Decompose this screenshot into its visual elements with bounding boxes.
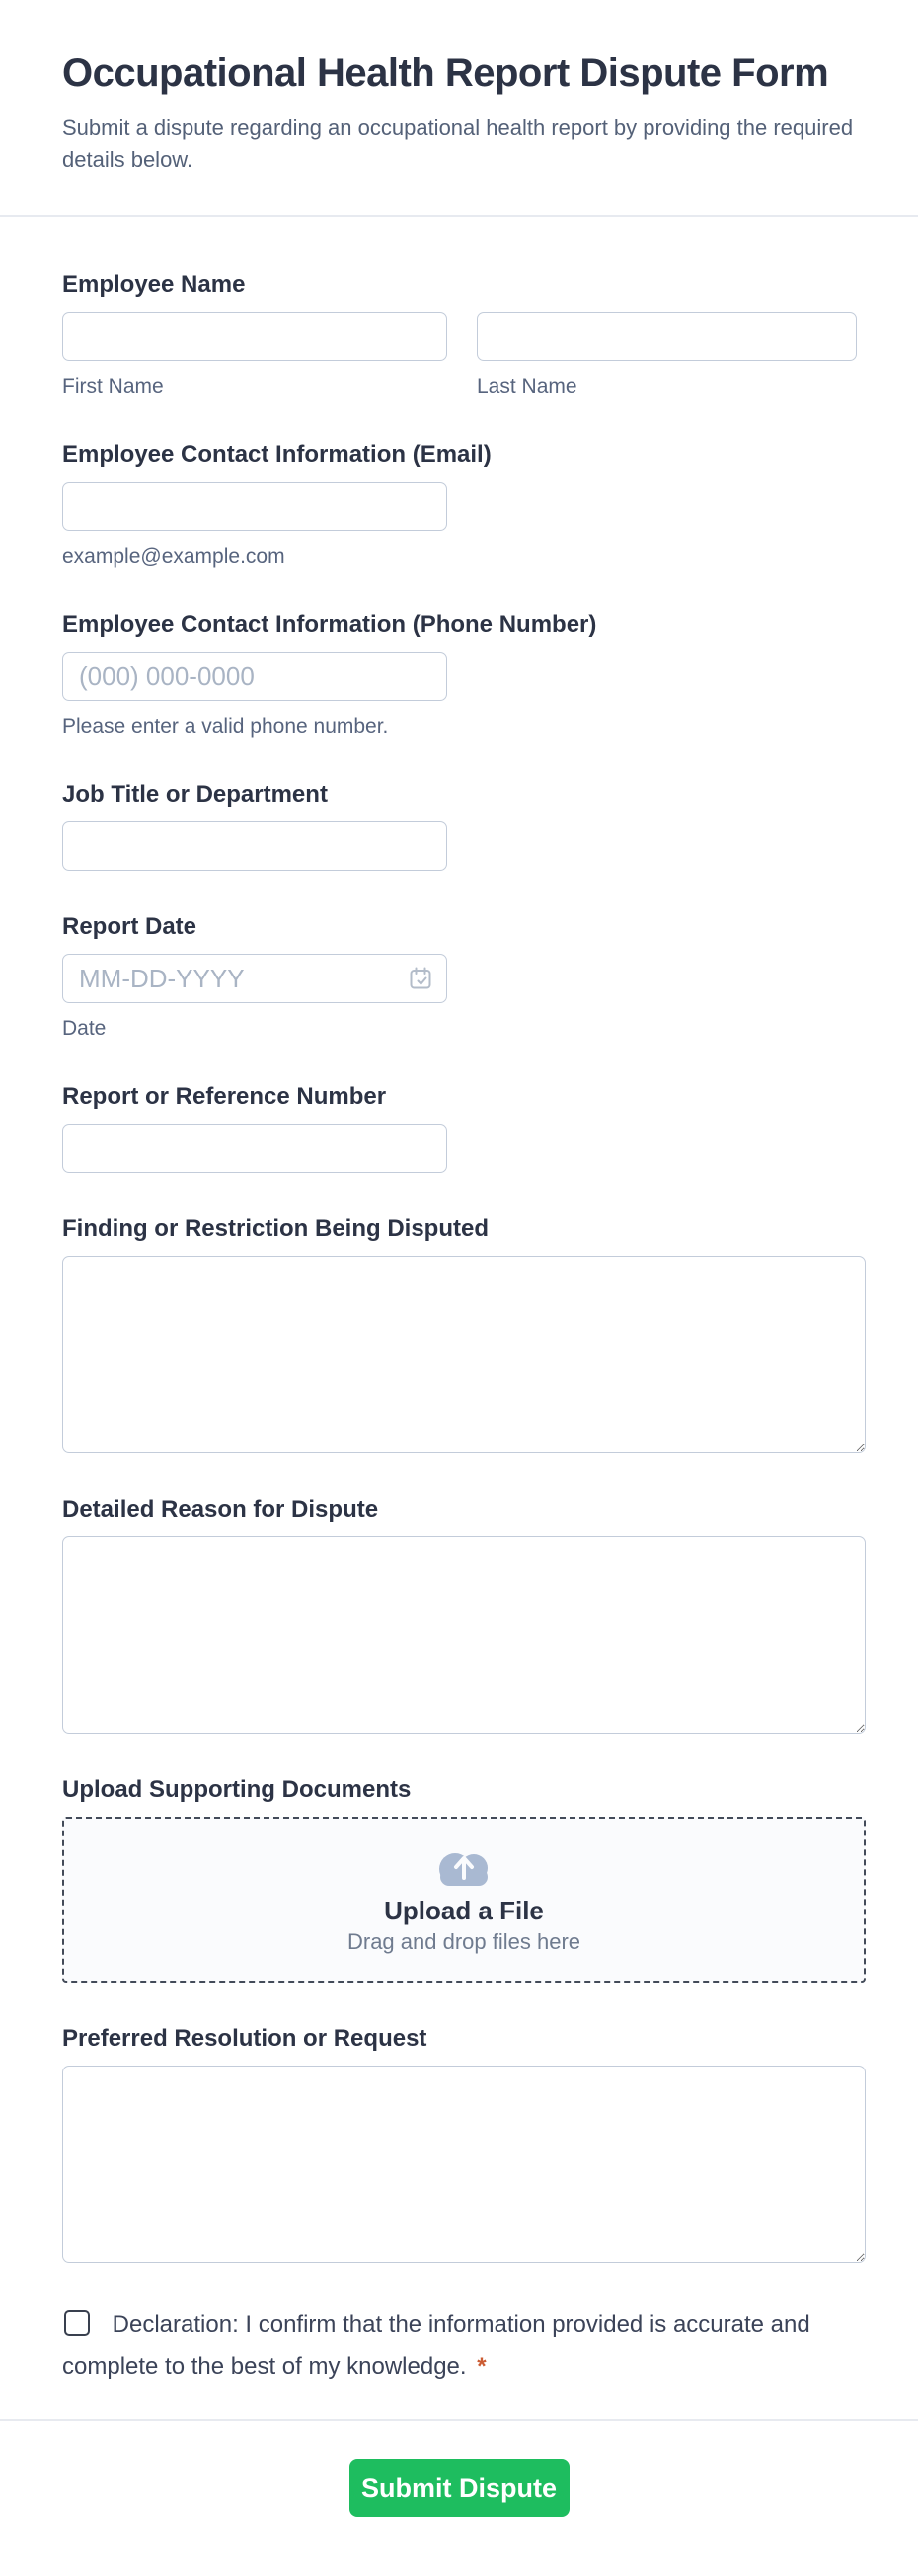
last-name-column bbox=[477, 312, 857, 399]
upload-label: Upload Supporting Documents bbox=[62, 1776, 412, 1803]
job-title-input[interactable] bbox=[62, 821, 447, 871]
field-employee-name bbox=[62, 271, 866, 399]
upload-hint-text: Drag and drop files here bbox=[346, 1929, 581, 1954]
date-input-wrapper bbox=[62, 954, 447, 1003]
field-job-title bbox=[62, 780, 866, 871]
declaration-text: Declaration: I confirm that the information provided is accurate and complete to the best of my knowledge. bbox=[62, 2311, 810, 2380]
field-reason bbox=[62, 1495, 866, 1734]
resolution-label: Preferred Resolution or Request bbox=[62, 2025, 427, 2052]
form-footer bbox=[0, 2421, 918, 2566]
resolution-textarea[interactable] bbox=[62, 2066, 866, 2263]
cloud-upload-icon bbox=[431, 1842, 497, 1888]
form-header bbox=[0, 0, 918, 176]
report-date-label: Report Date bbox=[62, 913, 197, 940]
phone-label: Employee Contact Information (Phone Number) bbox=[62, 611, 597, 638]
reference-number-label: Report or Reference Number bbox=[62, 1083, 387, 1110]
report-date-input[interactable] bbox=[62, 954, 447, 1003]
upload-button-text: Upload a File bbox=[384, 1896, 544, 1925]
last-name-input[interactable] bbox=[477, 312, 857, 361]
first-name-column bbox=[62, 312, 447, 399]
email-sublabel: example@example.com bbox=[62, 545, 285, 568]
reason-textarea[interactable] bbox=[62, 1536, 866, 1734]
last-name-sublabel: Last Name bbox=[477, 375, 577, 398]
field-reference-number bbox=[62, 1082, 866, 1173]
employee-name-row bbox=[62, 312, 866, 399]
finding-label: Finding or Restriction Being Disputed bbox=[62, 1215, 489, 1242]
first-name-sublabel: First Name bbox=[62, 375, 164, 398]
field-finding bbox=[62, 1214, 866, 1453]
phone-input[interactable] bbox=[62, 652, 447, 701]
reference-number-input[interactable] bbox=[62, 1124, 447, 1173]
job-title-label: Job Title or Department bbox=[62, 781, 328, 808]
file-dropzone[interactable] bbox=[62, 1817, 866, 1983]
report-date-sublabel: Date bbox=[62, 1017, 107, 1040]
field-resolution bbox=[62, 2024, 866, 2263]
field-phone bbox=[62, 610, 866, 739]
employee-name-label: Employee Name bbox=[62, 272, 246, 298]
declaration-checkbox[interactable] bbox=[64, 2310, 90, 2336]
page-title: Occupational Health Report Dispute Form bbox=[62, 51, 829, 95]
required-asterisk: * bbox=[477, 2353, 487, 2380]
field-upload bbox=[62, 1775, 866, 1983]
finding-textarea[interactable] bbox=[62, 1256, 866, 1453]
submit-button[interactable]: Submit Dispute bbox=[349, 2459, 570, 2517]
reason-label: Detailed Reason for Dispute bbox=[62, 1496, 379, 1522]
field-email bbox=[62, 440, 866, 569]
first-name-input[interactable] bbox=[62, 312, 447, 361]
field-report-date bbox=[62, 912, 866, 1041]
declaration-row[interactable] bbox=[62, 2304, 866, 2387]
form-body bbox=[0, 217, 918, 2387]
email-label: Employee Contact Information (Email) bbox=[62, 441, 492, 468]
calendar-check-icon[interactable] bbox=[408, 966, 433, 991]
phone-sublabel: Please enter a valid phone number. bbox=[62, 715, 389, 738]
email-input[interactable] bbox=[62, 482, 447, 531]
form-subtitle: Submit a dispute regarding an occupational health report by providing the required details below. bbox=[62, 116, 854, 172]
